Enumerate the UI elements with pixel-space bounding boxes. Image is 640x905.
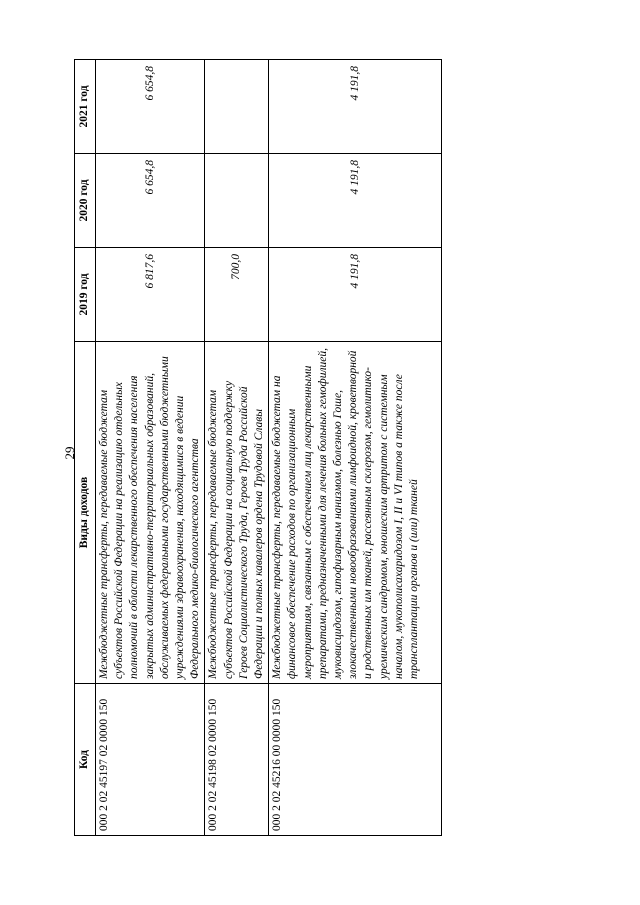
row-value-2021: 6 654,8	[96, 60, 205, 154]
table-row	[96, 60, 205, 836]
row-value-2019: 6 817,6	[96, 248, 205, 342]
row-value-2021: 4 191,8	[269, 60, 442, 154]
header-2020: 2020 год	[75, 154, 96, 248]
header-2019: 2019 год	[75, 248, 96, 342]
row-value-2019: 700,0	[205, 248, 269, 342]
row-value-2020: 4 191,8	[269, 154, 442, 248]
table-header-row	[75, 60, 96, 836]
row-value-2020	[205, 154, 269, 248]
row-code: 000 2 02 45197 02 0000 150	[96, 684, 205, 836]
row-revenue-type: Межбюджетные трансферты, передаваемые бюджетам субъектов Российской Федерации на реализацию отдельных полномочий в области лекарственного обеспечения населения закрытых административно-территориальных образований, обслуживаемых федеральными государственными бюджетными учреждениями здравоохранения, находящимися в ведении Федерального медико-биологического агентства	[96, 342, 205, 684]
row-value-2019: 4 191,8	[269, 248, 442, 342]
row-value-2021	[205, 60, 269, 154]
table-row	[205, 60, 269, 836]
header-2021: 2021 год	[75, 60, 96, 154]
revenue-table	[74, 59, 442, 836]
row-value-2020: 6 654,8	[96, 154, 205, 248]
row-code: 000 2 02 45216 00 0000 150	[269, 684, 442, 836]
rotated-table-wrapper	[74, 60, 421, 836]
table-row	[269, 60, 442, 836]
header-revenue-type: Виды доходов	[75, 342, 96, 684]
header-code: Код	[75, 684, 96, 836]
page-number: 29	[62, 446, 77, 460]
row-code: 000 2 02 45198 02 0000 150	[205, 684, 269, 836]
row-revenue-type: Межбюджетные трансферты, передаваемые бюджетам субъектов Российской Федерации на социальную поддержку Героев Социалистического Труда, Героев Труда Российской Федерации и полных кавалеров ордена Трудовой Славы	[205, 342, 269, 684]
row-revenue-type: Межбюджетные трансферты, передаваемые бюджетам на финансовое обеспечение расходов по организационным мероприятиям, связанным с обеспечением лиц лекарственными препаратами, предназначенными для лечения больных гемофилией, муковисцидозом, гипофизарным нанизмом, болезнью Гоше, злокачественными новообразованиями лимфоидной, кроветворной и родственных им тканей, рассеянным склерозом, гемолитико-уремическим синдромом, юношеским артритом с системным началом, мукополисахаридозом I, II и VI типов а также после трансплантации органов и (или) тканей	[269, 342, 442, 684]
